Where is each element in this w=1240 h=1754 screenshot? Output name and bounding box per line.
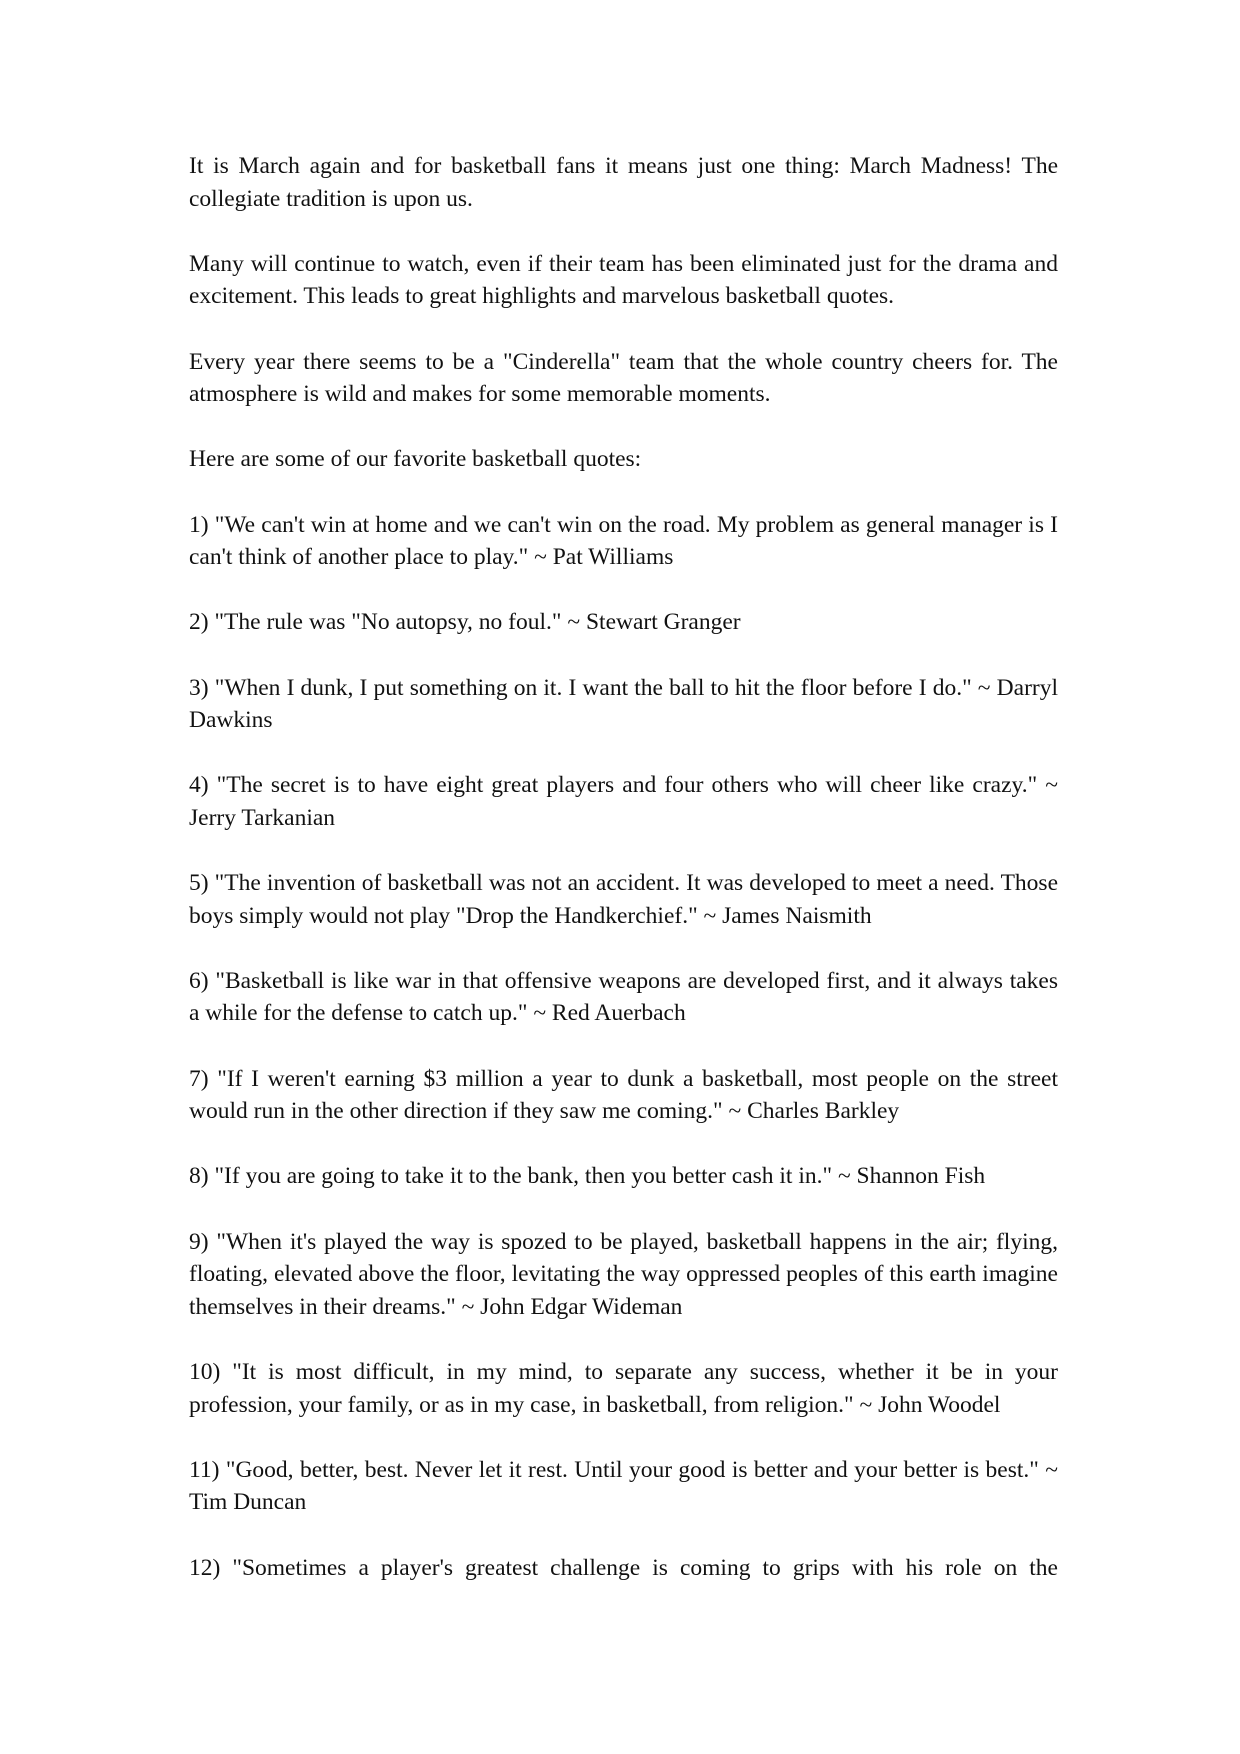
quotes-heading: Here are some of our favorite basketball quotes:	[189, 446, 642, 473]
quote-item: 8) "If you are going to take it to the bank, then you better cash it in." ~ Shannon Fish	[189, 1163, 986, 1190]
quote-item: 7) "If I weren't earning $3 million a year to dunk a basketball, most people on the street would run in the other direction if they saw me coming." ~ Charles Barkley	[189, 1065, 1058, 1125]
quote-item: 3) "When I dunk, I put something on it. I want the ball to hit the floor before I do." ~ Darryl Dawkins	[189, 674, 1058, 734]
quote-item: 1) "We can't win at home and we can't win on the road. My problem as general manager is I can't think of another place to play." ~ Pat Williams	[189, 511, 1058, 571]
quote-item: 2) "The rule was "No autopsy, no foul." ~ Stewart Granger	[189, 609, 741, 636]
document-page	[189, 150, 1058, 1617]
intro-paragraph: Every year there seems to be a "Cinderella" team that the whole country cheers for. The atmosphere is wild and makes for some memorable moments.	[189, 348, 1058, 408]
quote-item: 4) "The secret is to have eight great players and four others who will cheer like crazy." ~ Jerry Tarkanian	[189, 772, 1058, 831]
intro-paragraph: Many will continue to watch, even if their team has been eliminated just for the drama and excitement. This leads to great highlights and marvelous basketball quotes.	[189, 250, 1058, 310]
quote-item: 5) "The invention of basketball was not an accident. It was developed to meet a need. Those boys simply would not play "Drop the Handkerchief." ~ James Naismith	[189, 870, 1058, 929]
quote-item: 11) "Good, better, best. Never let it rest. Until your good is better and your better is best." ~ Tim Duncan	[189, 1456, 1058, 1516]
quote-item: 12) "Sometimes a player's greatest challenge is coming to grips with his role on the	[189, 1554, 1058, 1581]
quote-item: 10) "It is most difficult, in my mind, to separate any success, whether it be in your profession, your family, or as in my case, in basketball, from religion." ~ John Woodel	[189, 1358, 1058, 1418]
quote-item: 6) "Basketball is like war in that offensive weapons are developed first, and it always takes a while for the defense to catch up." ~ Red Auerbach	[189, 967, 1058, 1027]
intro-paragraph: It is March again and for basketball fans it means just one thing: March Madness! The collegiate tradition is upon us.	[189, 153, 1058, 212]
quote-item: 9) "When it's played the way is spozed to be played, basketball happens in the air; flying, floating, elevated above the floor, levitating the way oppressed peoples of this earth imagine themselves in their dreams." ~ John Edgar Wideman	[189, 1228, 1058, 1320]
